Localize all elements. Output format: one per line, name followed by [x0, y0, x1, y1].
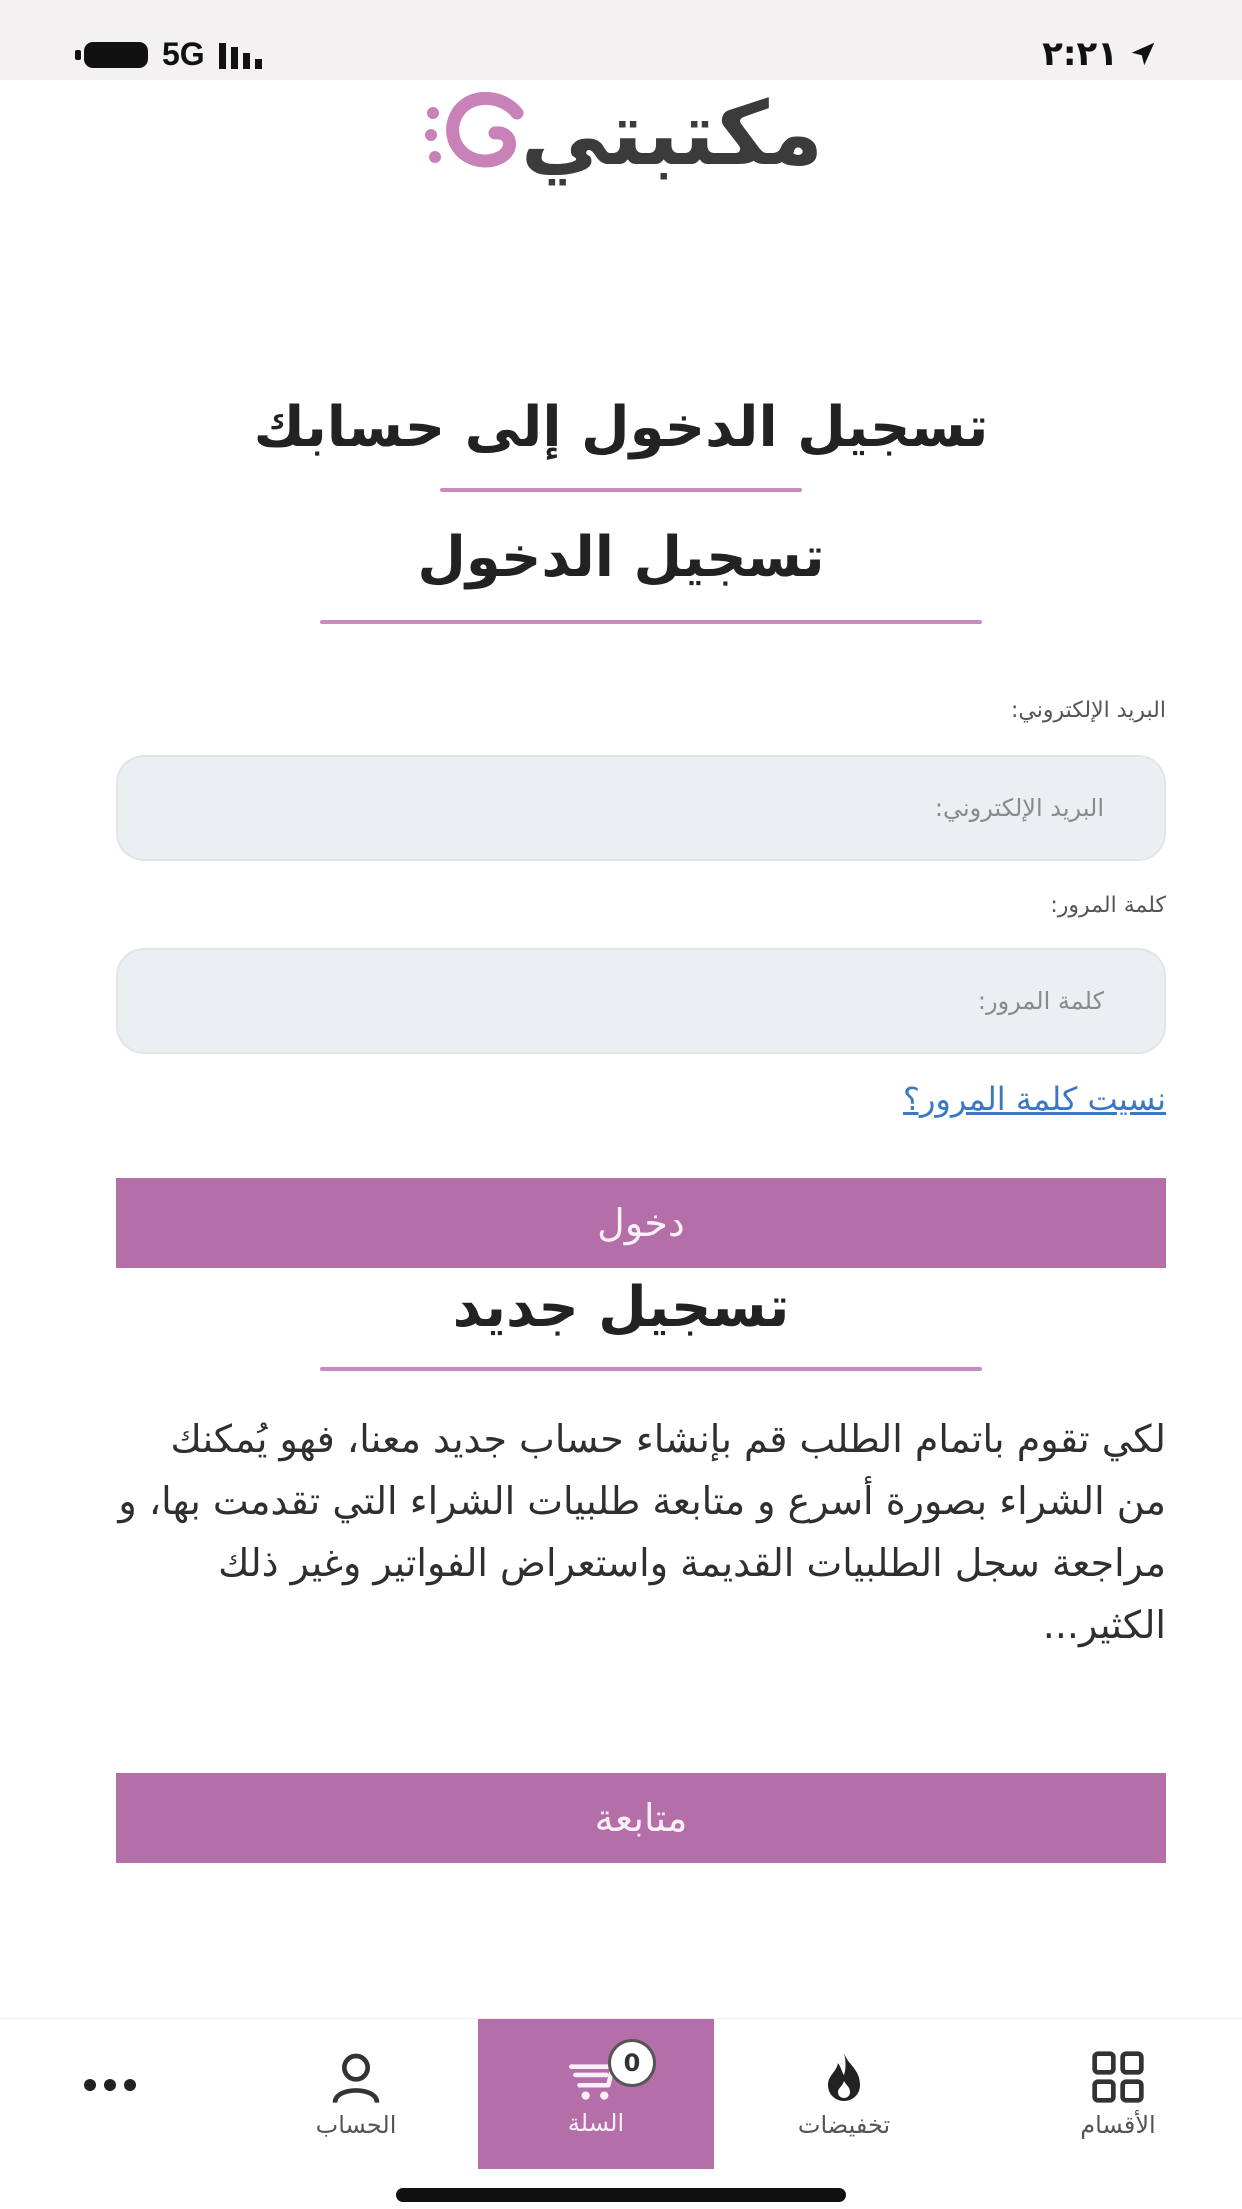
nav-item-cart[interactable] — [478, 2019, 714, 2169]
location-arrow-icon — [1128, 39, 1158, 69]
grid-icon — [1090, 2049, 1146, 2105]
page-title: تسجيل الدخول إلى حسابك — [253, 395, 989, 460]
logo-mark-icon — [419, 83, 539, 183]
status-left — [84, 36, 262, 73]
fire-icon — [819, 2049, 869, 2105]
battery-icon — [84, 42, 148, 68]
login-button[interactable]: دخول — [116, 1178, 1166, 1268]
nav-item-account[interactable] — [246, 2019, 466, 2169]
network-type: 5G — [162, 36, 205, 72]
bottom-nav — [0, 2018, 1242, 2209]
login-section-underline — [320, 620, 982, 624]
login-section-title: تسجيل الدخول — [417, 525, 825, 590]
title-underline — [440, 488, 802, 492]
nav-label-categories: الأقسام — [1080, 2111, 1156, 2139]
status-bar — [0, 0, 1242, 80]
password-label: كلمة المرور: — [1050, 893, 1166, 918]
forgot-password-link[interactable]: نسيت كلمة المرور؟ — [902, 1080, 1166, 1118]
more-icon[interactable] — [84, 2079, 136, 2091]
nav-item-discounts[interactable] — [734, 2019, 954, 2169]
app-logo — [0, 78, 1242, 188]
nav-label-account: الحساب — [315, 2111, 397, 2139]
email-label: البريد الإلكتروني: — [1010, 698, 1166, 723]
cart-count-badge: 0 — [608, 2039, 656, 2087]
signal-icon — [219, 41, 262, 69]
register-underline — [320, 1367, 982, 1371]
clock: ٢:٢١ — [1042, 34, 1118, 74]
email-field[interactable] — [116, 755, 1166, 861]
status-right — [1042, 34, 1158, 74]
register-description: لكي تقوم باتمام الطلب قم بإنشاء حساب جديد معنا، فهو يُمكنك من الشراء بصورة أسرع و متابعة طلبيات الشراء التي تقدمت بها، و مراجعة سجل الطلبيات القديمة واستعراض الفواتير وغير ذلك الكثير... — [118, 1417, 1166, 1647]
register-title: تسجيل جديد — [452, 1275, 790, 1340]
user-icon — [328, 2049, 384, 2105]
logo-text: مكتبتي — [520, 81, 824, 185]
nav-label-cart: السلة — [567, 2109, 625, 2137]
password-field[interactable] — [116, 948, 1166, 1054]
nav-item-categories[interactable] — [1008, 2019, 1228, 2169]
nav-label-discounts: تخفيضات — [797, 2111, 891, 2139]
continue-button[interactable]: متابعة — [116, 1773, 1166, 1863]
home-indicator — [396, 2188, 846, 2202]
